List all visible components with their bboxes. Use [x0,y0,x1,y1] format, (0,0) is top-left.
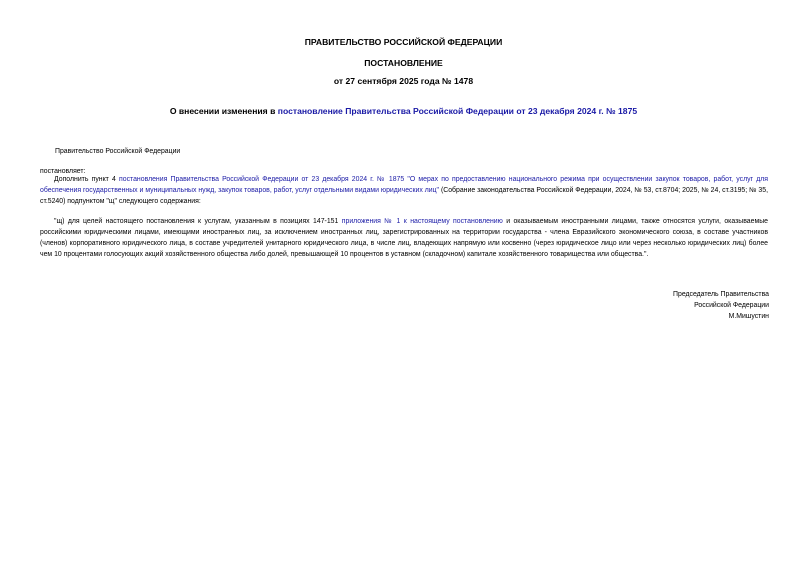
paragraph-1-text-end: (Собрание законодательства Российской Федерации, 2024, № 53, ст.8704; 2025, № 24, ст.3195; № 35, ст.5240) подпунктом "щ" следующего содержания: [40,187,769,205]
resolves-line: постановляет: [40,168,86,175]
document-title [0,106,807,116]
paragraph-2-text-start: "щ) для целей настоящего постановления к услугам, указанным в позициях 147-151 [54,218,342,225]
title-link[interactable]: постановление Правительства Российской Федерации от 23 декабря 2024 г. № 1875 [277,106,638,116]
signature-name: М.Мишустин [728,313,769,320]
signature-position-2: Российской Федерации [694,302,769,309]
paragraph-1 [40,174,768,207]
paragraph-2 [40,216,768,260]
paragraph-1-link[interactable]: постановления Правительства Российской Федерации от 23 декабря 2024 г. № 1875 "О мерах по предоставлению национального режима при осуществлении закупок товаров, работ, услуг для обеспечения государственных и муниципальных нужд, закупок товаров, работ, услуг отдельными видами юридических лиц" [40,176,769,194]
title-prefix: О внесении изменения в [169,106,278,116]
paragraph-2-link[interactable]: приложения № 1 к настоящему постановлению [341,218,503,225]
doc-type-heading: ПОСТАНОВЛЕНИЕ [364,58,443,68]
date-number-heading: от 27 сентября 2025 года № 1478 [333,76,474,86]
government-line: Правительство Российской Федерации [55,148,181,155]
paragraph-2-text-end: и оказываемым иностранными лицами, также относятся услуги, оказываемые российскими юридическими лицами, имеющими иностранных лиц, за исключением иностранных лиц, зарегистрированных на территории государства - члена Евразийского экономического союза, в составе участников (членов) корпоративного юридического лица, в составе учредителей унитарного юридического лица, в числе лиц, владеющих напрямую или косвенно (через юридическое лицо или через несколько юридических лиц) более чем 10 процентами голосующих акций хозяйственного общества либо долей, превышающей 10 процентов в уставном (складочном) капитале хозяйственного товарищества или общества.". [40,218,768,258]
paragraph-1-text-start: Дополнить пункт 4 [54,176,120,183]
signature-position-1: Председатель Правительства [673,291,769,298]
government-heading: ПРАВИТЕЛЬСТВО РОССИЙСКОЙ ФЕДЕРАЦИИ [304,37,503,47]
